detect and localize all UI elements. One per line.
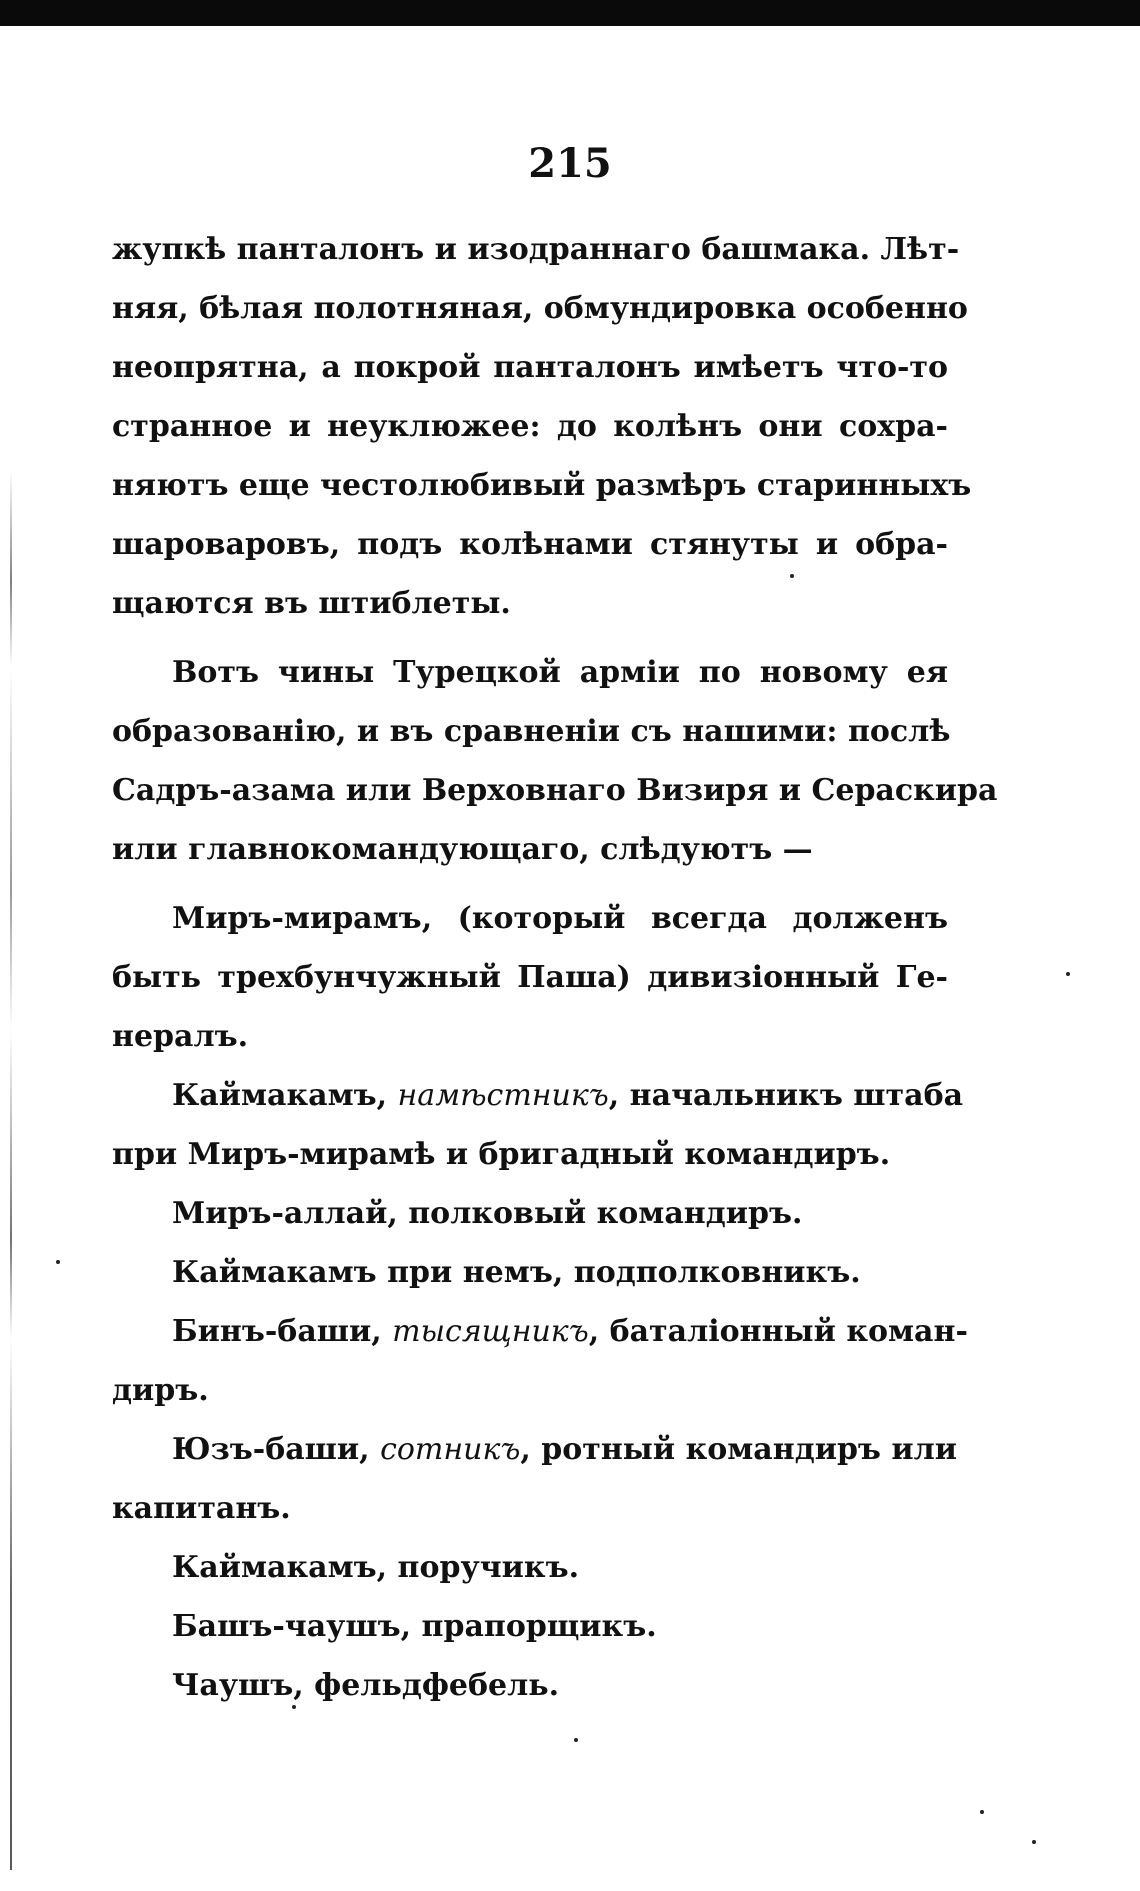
scan-left-edge: [10, 470, 12, 1870]
rank-description: , ротный командиръ или: [520, 1432, 958, 1467]
text-line: при Миръ-мирамѣ и бригадный командиръ.: [112, 1137, 891, 1172]
rank-entry: Каймакамъ, поручикъ.: [172, 1550, 580, 1585]
page-text: [112, 220, 998, 1715]
text-line: шароваровъ, подъ колѣнами стянуты и обра-: [112, 527, 948, 562]
rank-translation: тысящникъ: [392, 1314, 589, 1349]
text-line: няютъ еще честолюбивый размѣръ старинныхъ: [112, 468, 972, 503]
text-line: быть трехбунчужный Паша) дивизіонный Ге-: [112, 960, 948, 995]
scan-speck: [1066, 972, 1070, 976]
rank-entry: Миръ-аллай, полковый командиръ.: [172, 1196, 803, 1231]
text-line: образованію, и въ сравненіи съ нашими: послѣ: [112, 714, 951, 749]
text-line: Вотъ чины Турецкой арміи по новому ея: [172, 655, 948, 690]
text-line: диръ.: [112, 1373, 209, 1408]
rank-translation: намѣстникъ: [397, 1078, 609, 1113]
text-line: или главнокомандующаго, слѣдуютъ —: [112, 832, 813, 867]
text-line: няя, бѣлая полотняная, обмундировка особенно: [112, 291, 968, 326]
text-line: капитанъ.: [112, 1491, 291, 1526]
page-number: 215: [528, 140, 612, 187]
text-line: неопрятна, а покрой панталонъ имѣетъ что-то: [112, 350, 948, 385]
rank-name: Каймакамъ,: [172, 1078, 398, 1113]
rank-entry: Чаушъ, фельдфебель.: [172, 1668, 560, 1703]
text-line: Садръ-азама или Верховнаго Визиря и Сераскира: [112, 773, 998, 808]
rank-name: Бинъ-баши,: [172, 1314, 393, 1349]
rank-entry: [112, 1302, 968, 1361]
rank-description: , баталіонный коман-: [588, 1314, 968, 1349]
rank-translation: сотникъ: [380, 1432, 521, 1467]
rank-entry: Каймакамъ при немъ, подполковникъ.: [172, 1255, 861, 1290]
scan-speck: [56, 1260, 60, 1264]
scan-speck: [790, 574, 794, 578]
rank-name: Юзъ-баши,: [172, 1432, 381, 1467]
scan-speck: [574, 1738, 578, 1742]
rank-description: , начальникъ штаба: [608, 1078, 964, 1113]
scan-speck: [1032, 1840, 1036, 1844]
text-line: щаются въ штиблеты.: [112, 586, 511, 621]
scan-speck: [292, 1705, 296, 1709]
rank-entry: [112, 1420, 958, 1479]
scan-top-band: [0, 0, 1140, 26]
text-line: странное и неуклюжее: до колѣнъ они сохра-: [112, 409, 948, 444]
rank-entry: Башъ-чаушъ, прапорщикъ.: [172, 1609, 657, 1644]
rank-entry: [112, 1066, 964, 1125]
text-line: Миръ-мирамъ, (который всегда долженъ: [172, 901, 948, 936]
text-line: нералъ.: [112, 1019, 249, 1054]
scan-speck: [980, 1810, 984, 1814]
text-line: жупкѣ панталонъ и изодраннаго башмака. Лѣт-: [112, 232, 960, 267]
